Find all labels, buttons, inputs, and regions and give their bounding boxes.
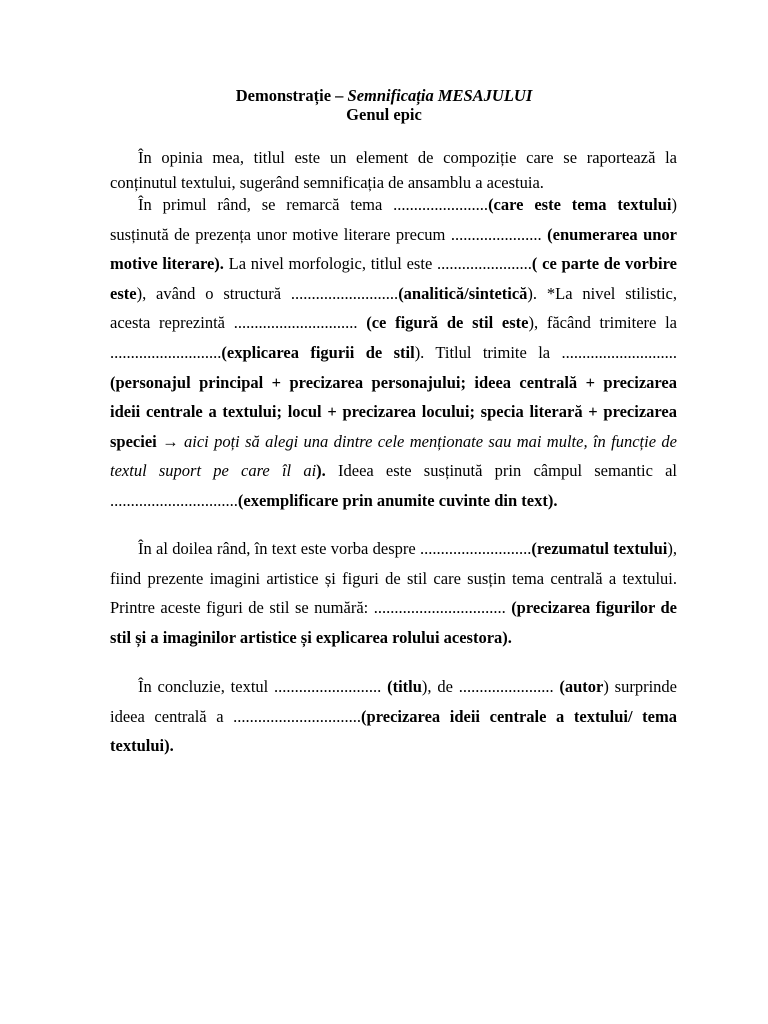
bold-run: ). [316, 461, 326, 481]
text-run: ), făcând trimitere la ........................... [110, 313, 677, 362]
text-run: În concluzie, textul .......................... [138, 677, 388, 696]
bold-run: (titlu [387, 677, 422, 696]
paragraph-second [110, 534, 677, 652]
text-run: ). *La nivel stilistic, acesta reprezintă .............................. [110, 283, 677, 333]
bold-run: ( ce parte de vorbire este [110, 254, 677, 303]
bold-run: (enumerarea unor motive literare). [110, 224, 677, 274]
text-run: ). Titlul trimite la ............................ [414, 342, 678, 362]
bold-run: (analitică/sintetică [398, 283, 528, 303]
text-run: ) surprinde ideea centrală a ............................... [110, 677, 677, 726]
bold-run: (care este tema textului [488, 195, 672, 214]
text-run: ), fiind prezente imagini artistice și figuri de stil care susțin tema centrală a textului. Printre aceste figuri de stil se numără: ................................ [110, 539, 677, 618]
paragraph-second-text [110, 534, 677, 652]
bold-run: ). [164, 736, 174, 756]
bold-run: (autor [559, 677, 604, 696]
title-part2: Semnificația MESAJULUI [347, 86, 533, 105]
paragraph-intro-text: În opinia mea, titlul este un element de compoziție care se raportează la conținutul textului, sugerând semnificația de ansamblu a acestuia. [110, 148, 677, 192]
arrow-glyph: → [156, 431, 184, 451]
bold-run: (ce figură de stil este [366, 313, 529, 333]
text-run: ), de ....................... [421, 677, 560, 696]
italic-run: aici poți să alegi una dintre cele menționate sau mai multe, în funcție de textul suport pe care îl ai [110, 431, 677, 481]
bold-run: (exemplificare prin anumite cuvinte din text). [237, 490, 558, 510]
text-run: În primul rând, se remarcă tema ....................... [138, 195, 489, 214]
text-run: ) susținută de prezența unor motive literare precum ...................... [110, 195, 677, 244]
text-run: Ideea este susținută prin câmpul semantic al ............................... [110, 461, 678, 510]
title-block [0, 86, 768, 124]
title-part1: Demonstrație – [235, 86, 348, 105]
bold-run: (personajul principal + precizarea personajului; ideea centrală + precizarea ideii centrale a textului; locul + precizarea locului; specia literară + precizarea speciei [110, 372, 677, 451]
paragraph-conclusion [110, 672, 677, 761]
bold-run: (explicarea figurii de stil [221, 342, 415, 362]
text-run: În al doilea rând, în text este vorba despre ........................... [138, 539, 532, 558]
page-title [0, 86, 768, 105]
paragraph-first [110, 190, 677, 516]
paragraph-conclusion-text [110, 672, 677, 761]
text-run: La nivel morfologic, titlul este ....................... [223, 254, 532, 274]
bold-run: (precizarea figurilor de stil și a imaginilor artistice și explicarea rolului acestora). [110, 598, 678, 647]
page-subtitle: Genul epic [346, 105, 422, 124]
paragraph-first-text [110, 190, 677, 516]
bold-run: (rezumatul textului [531, 539, 668, 558]
bold-run: (precizarea ideii centrale a textului/ tema textului [110, 706, 677, 756]
text-run: ), având o structură .......................... [136, 283, 399, 303]
paragraph-intro [110, 145, 677, 195]
